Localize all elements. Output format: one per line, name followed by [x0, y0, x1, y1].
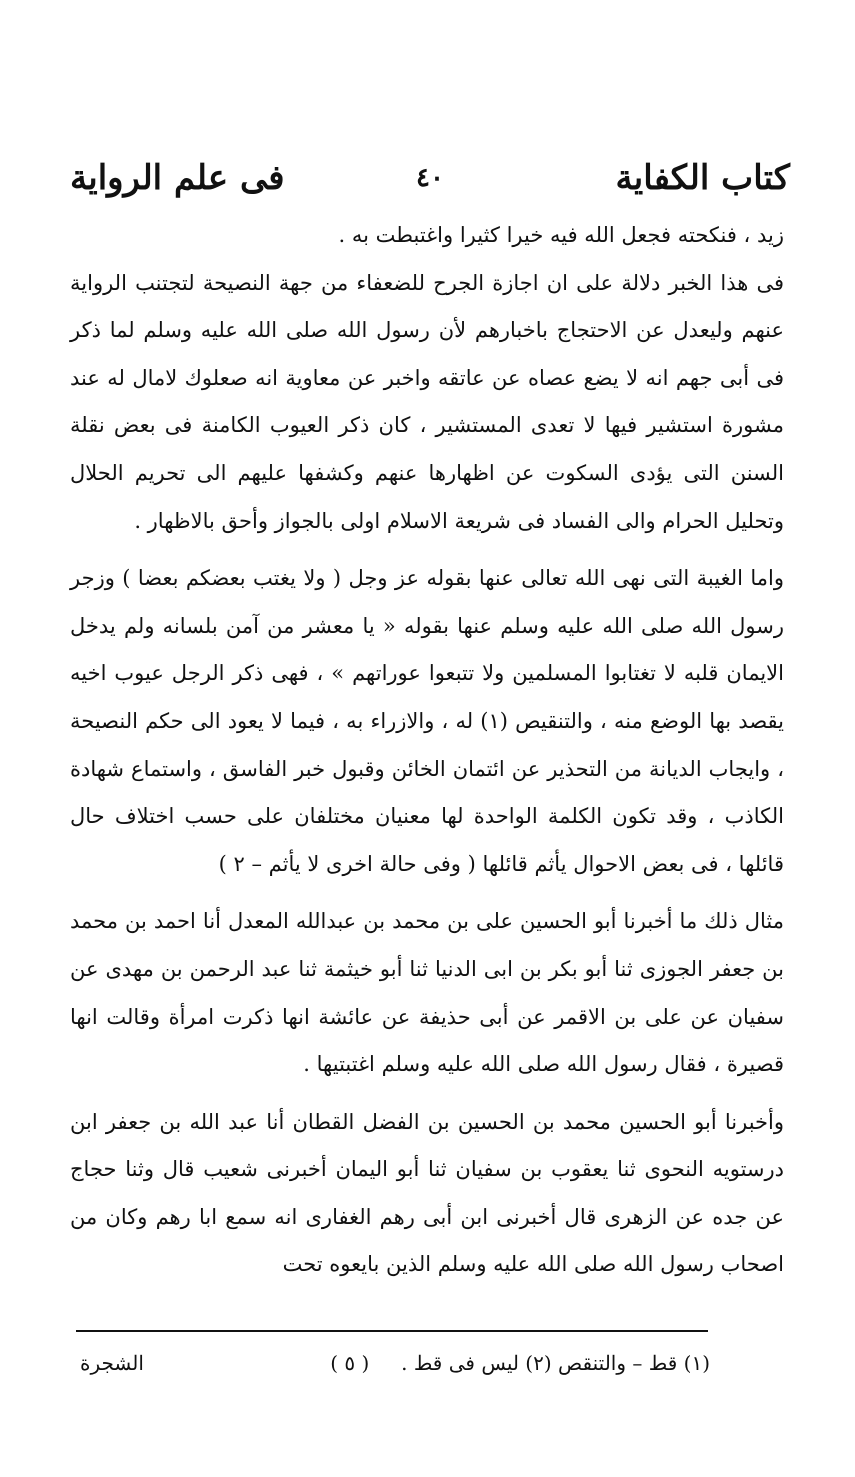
page-footer [70, 1346, 710, 1380]
paragraph: واما الغيبة التى نهى الله تعالى عنها بقوله عز وجل ( ولا يغتب بعضكم بعضا ) وزجر رسول الله صلى الله عليه وسلم عنها بقوله « يا معشر من آمن بلسانه ولم يدخل الايمان قلبه لا تغتابوا المسلمين ولا تتبعوا عوراتهم » ، فهى ذكر الرجل عيوب اخيه يقصد بها الوضع منه ، والتنقيص (١) له ، والازراء به ، فيما لا يعود الى حكم النصيحة ، وايجاب الديانة من التحذير عن ائتمان الخائن وقبول خبر الفاسق ، واستماع شهادة الكاذب ، وقد تكون الكلمة الواحدة لها معنيان مختلفان على حسب اختلاف حال قائلها ، فى بعض الاحوال يأثم قائلها ( وفى حالة اخرى لا يأثم – ٢ ) [70, 566, 784, 876]
footnote [330, 1346, 710, 1380]
book-title: كتاب الكفاية [615, 158, 790, 198]
paragraph: فى هذا الخبر دلالة على ان اجازة الجرح للضعفاء من جهة النصيحة لتجتنب الرواية عنهم وليعدل عن الاحتجاج باخبارهم لأن رسول الله صلى الله عليه وسلم لما ذكر فى أبى جهم انه لا يضع عصاه عن عاتقه واخبر عن معاوية انه صعلوك لامال له عند مشورة استشير فيها لا تعدى المستشير ، كان ذكر العيوب الكامنة فى بعض نقلة السنن التى يؤدى السكوت عن اظهارها عنهم وكشفها عليهم الى تحريم الحلال وتحليل الحرام والى الفساد فى شريعة الاسلام اولى بالجواز وأحق بالاظهار . [70, 270, 785, 533]
footnote-divider [76, 1330, 708, 1332]
paragraph: زيد ، فنكحته فجعل الله فيه خيرا كثيرا واغتبطت به . [338, 223, 784, 247]
paragraph: وأخبرنا أبو الحسين محمد بن الحسين بن الفضل القطان أنا عبد الله بن جعفر ابن درستويه النحوى ثنا يعقوب بن سفيان ثنا أبو اليمان أخبرنى شعيب قال وثنا حجاج عن جده عن الزهرى قال أخبرنى ابن أبى رهم الغفارى انه سمع ابا رهم وكان من اصحاب رسول الله صلى الله عليه وسلم الذين بايعوه تحت [70, 1109, 784, 1277]
paragraph: مثال ذلك ما أخبرنا أبو الحسين على بن محمد بن عبدالله المعدل أنا احمد بن محمد بن جعفر الجوزى ثنا أبو بكر بن ابى الدنيا ثنا أبو خيثمة ثنا عبد الرحمن بن مهدى عن سفيان عن على بن الاقمر عن أبى حذيفة عن عائشة انها ذكرت امرأة وقالت انها قصيرة ، فقال رسول الله صلى الله عليه وسلم اغتبتيها . [70, 909, 784, 1077]
main-text [70, 212, 784, 1289]
library-stamp: الشجرة [80, 1351, 144, 1375]
book-subtitle: فى علم الرواية [70, 158, 285, 198]
signature-mark: ( ٥ ) [330, 1351, 370, 1375]
page-number: ٤٠ [416, 163, 444, 193]
footnote-text: (١) قط – والتنقص (٢) ليس فى قط . [401, 1351, 710, 1375]
running-header [70, 150, 790, 206]
